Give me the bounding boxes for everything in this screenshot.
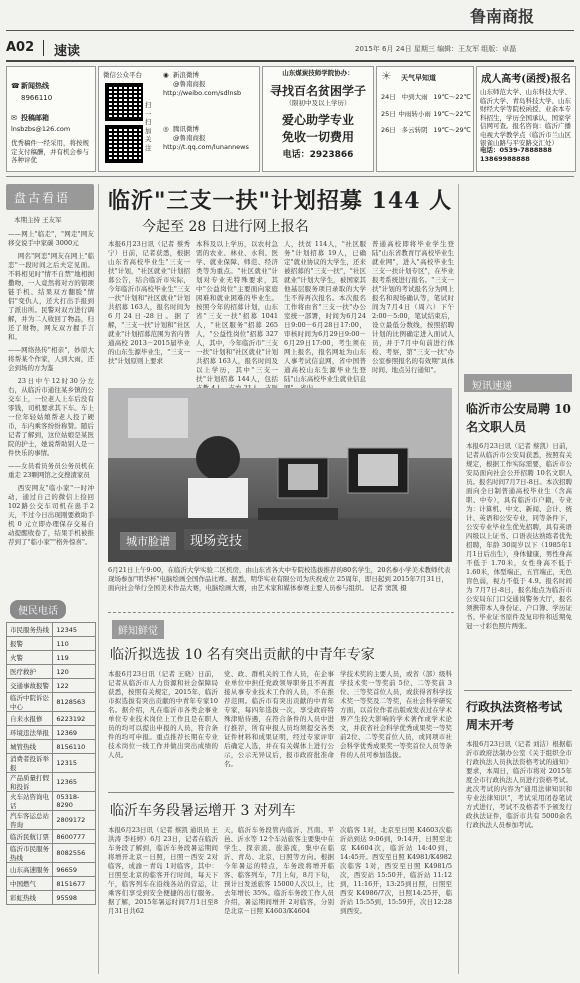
school-ad-subtitle: （限初中及以上学历） [285,98,351,107]
weather-rows [381,93,471,143]
story2-col-3: 学技术奖的主要人员，或省（部）级科学技术奖一等奖前 5位、二等奖前 3位、三等奖首位人员，或获得省科学技术奖一等奖及二等奖，在社会科学研究方面，以首位作者出版或发表过在学术界产生较大影响的学术著作或学术论文，并获省社会科学优秀成果奖一等奖前2位、二等奖首位人员，或同项市社会科学优秀成果奖一等奖首位人员等条件的人员可参加选拔。 [340,670,452,759]
main-subhead: 今起至 28 日进行网上报名 [142,219,309,235]
phone-service-name: 消费者投诉举报 [7,754,53,773]
lede-body [8,230,94,592]
header-rule [6,60,574,62]
news-photo [108,388,452,562]
exam-ad-body: 山东师范大学、山东科技大学、临沂大学、青岛科技大学、山东财经大学等院校函授、业余本专科招生，学历全国承认，国家学信网可查。报名咨询：临沂广播电视大学教学点（临沂市兰山区银雀山路与平安路交汇处） [480,88,571,147]
story3-col-2: 天，临沂车务段管内临沂、莒南、平邑、沂水等 12个车站旅客主要集中在学生、探亲流、旅游流，集中在临沂、青岛、北京、日照等方向。根据今年暑运的特点，车务段将增开临客、临客列车，7月上旬，8月下旬，预计日发送旅客 15000人次以上，比去年增长 35%。临沂车务段工作人员介绍，暑运期间增开 2对临客，分别是北京－日照 K4603/K4604 [224,826,334,915]
phone-row [7,773,96,792]
lede-para: ——网络热传"相亲"，妙原大将帮某个作家，人到大雨，还会到场的方为鉴 [8,346,94,372]
phone-number[interactable]: 2809172 [53,811,96,830]
sina-handle: @鲁南商报 [173,80,206,88]
right-kicker-banner [464,374,572,392]
phone-service-name: 报警 [7,637,53,651]
phone-number[interactable]: 8151677 [53,877,96,891]
wechat-qr-code[interactable] [105,83,143,121]
weather-title: 天气早知道 [401,74,436,82]
phone-row [7,877,96,891]
tencent-weibo-icon: ◎ [163,125,169,133]
phone-number[interactable]: 110 [53,637,96,651]
weather-day: 25日 [381,109,396,118]
phone-service-name: 火警 [7,651,53,665]
weather-temp: 19℃～29℃ [433,126,471,134]
story2-kicker: 鲜知鲜觉 [112,620,164,639]
school-ad-slogan-2: 免收一切费用 [281,130,354,144]
weather-temp: 19℃～22℃ [433,109,471,118]
weather-box [376,66,474,172]
lede-para: 网名"阿恋"网友在网上"临恋"一段时间之后夫定见面。不料相见时"情不自禁"地相拥撒吻，一人竟然将对方的银项链手机、结果双方翻脸"情侣"变仇人，还大打出手报到了派出所。民警对双方进行调解，并为二人收回了物品，归还了财物，网友双方握手言和。 [8,252,94,341]
phone-number[interactable]: 96659 [53,863,96,877]
email-label: 投稿邮箱 [21,114,49,122]
main-col-1: 本报6月23日讯（记者 蔡秀宁）日前，记者获悉，根据山东省高校毕业生"三支一扶"计划，"社区就业"计划招募公告，结合临沂市实际，今年临沂市高校毕业生"三支一扶"计划和"社区就业"计划共招募 163人，报名时间为6月24日-28日。据了解，"三支一扶"计划和"社区就业"计划招募范围为省内普通高校 2013－2015届毕业的山东生源毕业生，"三支一扶"计划原则上要求 [108,240,190,365]
school-ad-slogan-1: 爱心助学专业 [281,113,354,127]
right-body-1: 本报6月23日讯（记者 蔡凯）日前，记者从临沂市公安局获悉，按照有关规定，根据工作实际需要，临沂市公安局面向社会公开招聘 10名文职人员。报名时间7月7日-8日。本次招聘面向全日制普通高校毕业生（含高职、中专），具有临沂市户籍，专业为：计算机、中文、新闻、会计、统计、英语和公安专业，同等条件下，公安专业毕业生优先招聘，具有英语四级以上证书、口语表达熟练者优先招聘，年龄 30周岁以下（1985年1月1日后出生），身体健康，男性身高不低于 1.70米，女性身高不低于 1.60米，体型端正，五官端正，无色盲色弱，视力不低于 4.9。报名时间为 7月7日-8日，报名地点为临沂市公安局东门口交通岗警务大厅，报名须携带本人身份证、户口簿、学历证书、毕业证书原件及复印件和近期免冠一寸彩色照片两张。 [466,442,572,630]
page-number: A02 [6,40,35,55]
photo-tag-2: 现场竞技 [184,529,248,550]
social-box [98,66,260,172]
phone-service-name: 城管热线 [7,740,53,754]
sun-icon: ☀ [381,69,392,83]
header-meta: 2015年 6月 24日 星期三 编辑：王友军 组版：卓磊 [355,45,517,53]
wechat-label: 微信公众平台 [103,71,142,79]
story3-col-1: 本报6月23日讯（记者 蔡凯 通讯员 王洪涛 李桂婷）6月 23日，记者在临沂车务段了解到，临沂车务段暑运期间将增开北京－日照，日照－西安 2对临客，成渝－青岛 1对临客，其中：日照至北京的临客开行时间，每天下午，临客列车在沿线各站的营运，让乘客们享受到安全便捷的出行服务。据了解，2015年暑运时间7月1日至8月31日共62 [108,826,218,915]
phone-service-name: 交通事故报警 [7,679,53,693]
exam-ad-phone: 电话：0539-7888888 13869988888 [480,146,552,163]
phone-number[interactable]: 8128563 [53,693,96,712]
lede-para: 23日中午12时30分左右，从临沂市通往某乡镇的公交车上，一位老人上车后没有零钱，司机要求其下车。车上一位年轻姑娘帮老人投了硬币，车内乘客纷纷称赞。随后记者了解到，这位姑娘是某医院的护士，她说帮助别人是一件快乐的事情。 [8,377,94,457]
weibo-qr-code[interactable] [105,125,143,163]
right-headline-2: 行政执法资格考试周末开考 [466,700,563,732]
phone-row [7,844,96,863]
phone-row [7,693,96,712]
left-column-rule [98,184,99,974]
weather-row [381,93,471,102]
phones-title: 便民电话 [10,600,66,619]
photo-caption [108,566,452,604]
phone-service-name: 临沂市民服务热线 [7,844,53,863]
phone-number[interactable]: 05318-8290 [53,792,96,811]
phone-service-name: 彩虹热线 [7,891,53,905]
top-strip-rule [6,176,574,177]
phone-icon: ☎ [11,82,20,90]
phone-service-name: 市民服务热线 [7,623,53,637]
right-body-2: 本报6月23日讯（记者 刘洁）根据临沂市政府法制办公室《关于组织全市行政执法人员执法资格考试的通知》要求，本周日，临沂市将对 2015年度全市行政执法人员进行资格考试。此次考试的内容为"通用法律知识和专业法律知识"，考试采用闭卷笔试方式进行，考试不及格者不予颁发行政执法证件，临沂市共有 5000余名行政执法人员参加考试。 [466,740,572,829]
lede-kicker-banner [6,184,94,210]
lede-para: 西安网友"临小家"一时冲动，通过自己的微信上捡回102路公交车司机在患手2天，不过今日出现刚要救助手机 0 元立即办理保存交易自动提醒收卷了，结果手机被推荐到了"临小家""格外惊喜"。 [8,484,94,546]
phone-row [7,811,96,830]
phone-number[interactable]: 12345 [53,623,96,637]
main-col-4: 普通高校即将毕业学生登陆"山东省教育厅高校毕业生就业网"，进入"高校毕业生三支一扶计划专区"，在毕业报考系统进行报名。"三支一扶"计划的考试报名分为网上报名和现场确认等，笔试时间为7月4日（周六）下午2:00－5:00，笔试结束后，设立最低分数线，按照招聘计划的比例确定进入面试人员，并于7月中旬前进行体检、考察，第"三支一扶"办公室参照报名的有效期"具体时间、地点另行通知"。 [372,240,454,374]
right-rule [464,690,572,691]
weather-row [381,110,471,119]
exam-ad-title: 成人高考(函授)报名 [481,74,571,85]
lede-byline: 本期主持 王友军 [14,216,62,224]
story3-headline: 临沂车务段暑运增开 3 对列车 [110,803,296,819]
phone-row [7,863,96,877]
section-name: 速读 [54,44,81,59]
sina-label: 新浪微博 [173,71,199,79]
phone-number[interactable]: 12365 [53,773,96,792]
school-ad-title: 寻找百名贫困学子 [269,83,366,98]
mail-icon: ✉ [11,114,17,122]
phone-service-name: 医疗救护 [7,665,53,679]
header-separator [43,40,44,56]
phone-row [7,637,96,651]
phone-row [7,679,96,693]
weather-temp: 19℃～22℃ [433,93,471,101]
masthead: 鲁南商报 [470,7,535,26]
weather-day: 24日 [381,93,396,101]
contact-note: 优秀稿件一经采用，将按规定支付稿酬，并有机会参与各种评优 [11,139,89,164]
phone-row [7,830,96,844]
right-headline-1: 临沂市公安局聘 10 名文职人员 [466,402,571,434]
phone-row [7,792,96,811]
phone-service-name: 临沂民航订票 [7,830,53,844]
phone-number[interactable]: 6223192 [53,712,96,726]
phone-number[interactable]: 95598 [53,891,96,905]
contact-box [6,66,96,172]
tencent-url[interactable]: http://t.qq.com/lunannews [163,143,249,151]
phone-service-name: 火车站咨询电话 [7,792,53,811]
phone-service-name: 中国燃气 [7,877,53,891]
main-col-2: 本科及以上学历，以农村急需的农业、林业、水利、医学、就业保障、师范、经济类等为重点。"社区就业"计划对专业无特殊要求，其中"公益岗位"主要面向家庭困难和就业困难的毕业生。按照今年的招募计划，山东省"三支一扶"招募 1041人，"社区服务"招募 265人，"公益性岗位"招募 327人，其中，今年临沂市"三支一扶"计划和"社区就业"计划共招募 163人，报名时间及以上学历，其中"三支一扶"计划招募 144人，包括 [196,240,278,383]
phone-number[interactable]: 8156110 [53,740,96,754]
story3-col-3: 次临客 1对，北京至日照 K4603次临沂站到达 9:06到，9:14开，日照至北京 K4604次，临沂站 14:40到，14:45开。西安至日照 K4981/K4982次临客 1对，西安至日照 K4981/5次，西安站 15:50开，临沂站 11:12到，11:16开，13:25到日照，日照至西安 K4986/7次，日照14:25开，临沂站 15:55到，15:59开，次日12:28到西安。 [340,826,452,915]
phone-number[interactable]: 8600777 [53,830,96,844]
header-divider [6,30,574,31]
tencent-label: 腾讯微博 [173,125,199,133]
phone-number[interactable]: 120 [53,665,96,679]
phone-row [7,726,96,740]
school-ad-phone: 电话：2923866 [282,150,354,160]
photo-caption-text: 6月21日上午9:00，在临沂大学实验二区机房，由山东省各大中专院校选拔推荐的80名学生，20名参小学美术教师代表现场参加"明华杯"电脑绘画全国作品比赛。据悉，明华实业有限公司为庆祝成立 25周年，即日起到 2015年7月31日，面向社会举行全国美术作品大赛，电脑绘画大赛，由艺术家和媒体参赛主要人员参与组织。 [108,566,451,592]
story2-col-1: 本报6月23日讯（记者 王晓）日前，记者从临沂市人力资源和社会保障局获悉，按照有关规定，2015年，临沂市拟选拔有突出贡献的中青年专家10名。据介绍，凡在临沂市各类企事业单位专业技术岗位上工作且是在职人员的均可以提出申报的人员，符合条件的均可申报。重点推荐长期在专业技术岗位一线工作并做出突出成绩的人员。 [108,670,218,759]
weather-desc: 中雨转小雨 [398,109,431,118]
phone-row [7,891,96,905]
sina-weibo-icon: ◉ [163,71,169,79]
phone-row [7,651,96,665]
story2-headline: 临沂拟选拔 10 名有突出贡献的中青年专家 [110,647,375,663]
school-ad [262,66,374,172]
phone-service-name: 自来水报修 [7,712,53,726]
phones-table [6,622,96,905]
sina-url[interactable]: http://weibo.com/sdlnsb [163,89,242,97]
lede-para: ——网上"临走"，"网走"网友移交说手中家碳 3000元 [8,230,94,247]
phone-number[interactable]: 8082556 [53,844,96,863]
lede-para: ——女员看员务员公务员机在重走 23颗网馆之交搜渣家员 [8,462,94,479]
weather-row [381,126,471,135]
hotline-number[interactable]: 8966110 [21,94,53,102]
lede-kicker: 盘古看语 [14,191,71,205]
story3-rule [108,792,454,793]
story2-rule [108,612,454,613]
phone-number[interactable]: 119 [53,651,96,665]
main-col-3: 人，扶贫 114人，"社区服务"计划招募 19人，已确定"就业协议的大学生，还来被招募的"三支一扶"，"社区就业"计划大学生，被国家其他基层服务项目录取的大学生不得再次报名。本次报名工作将由省"三支一扶"办公室统一部署，时间为6月24日9:00－6月28日17:00，审核时间为6月29日9:00－6月29日17:00，考生须在网上报名，报名网址为山东人事考试信息网，省中国普通高校山东生源毕业生登陆"山东高校毕业生就业信息 [284,240,366,383]
phone-number[interactable]: 12315 [53,754,96,773]
phone-service-name: 环境违法举报 [7,726,53,740]
right-kicker: 短讯速递 [472,381,512,392]
school-ad-sponsor: 山东煤炭技师学院协办： [282,69,354,77]
phone-row [7,740,96,754]
phone-row [7,623,96,637]
phone-row [7,754,96,773]
hotline-label: 新闻热线 [21,82,49,90]
story2-col-2: 党、政、群机关的工作人员，在企事业单位中担任党政领导职务且不再直接从事专业技术工作的人员，不在推荐范围。临沂市有突出贡献的中青年专家，每四年选拔一次，享受政府特殊津贴待遇，在符合条件的人员中进行推荐，所有申报人员均须提交各类证件材料和成果证明，经过专家评审后确定人选，并在有关媒体上进行公示，公示无异议后，报市政府批准命名。 [224,670,334,768]
email-address[interactable]: lnsbzbs@126.com [11,125,71,133]
weather-desc: 多云转阴 [401,126,428,134]
tencent-handle: @鲁南商报 [173,134,206,142]
weather-desc: 中到大雨 [401,93,428,101]
main-headline: 临沂"三支一扶"计划招募 144 人 [108,188,453,214]
right-column-rule [458,184,459,974]
phone-number[interactable]: 12369 [53,726,96,740]
phone-service-name: 临沂中院诉讼中心 [7,693,53,712]
phone-number[interactable]: 122 [53,679,96,693]
photo-credit: 记者 窦凯 摄 [370,584,407,592]
photo-tag-1: 城市脸谱 [120,532,176,550]
phone-service-name: 山东高速服务 [7,863,53,877]
phone-row [7,665,96,679]
scan-label: 扫一扫加关注 [145,101,152,152]
phone-service-name: 产品质量打假和投诉 [7,773,53,792]
weather-day: 26日 [381,126,396,134]
phone-service-name: 汽车客运总站咨询 [7,811,53,830]
phone-row [7,712,96,726]
exam-ad [476,66,576,172]
